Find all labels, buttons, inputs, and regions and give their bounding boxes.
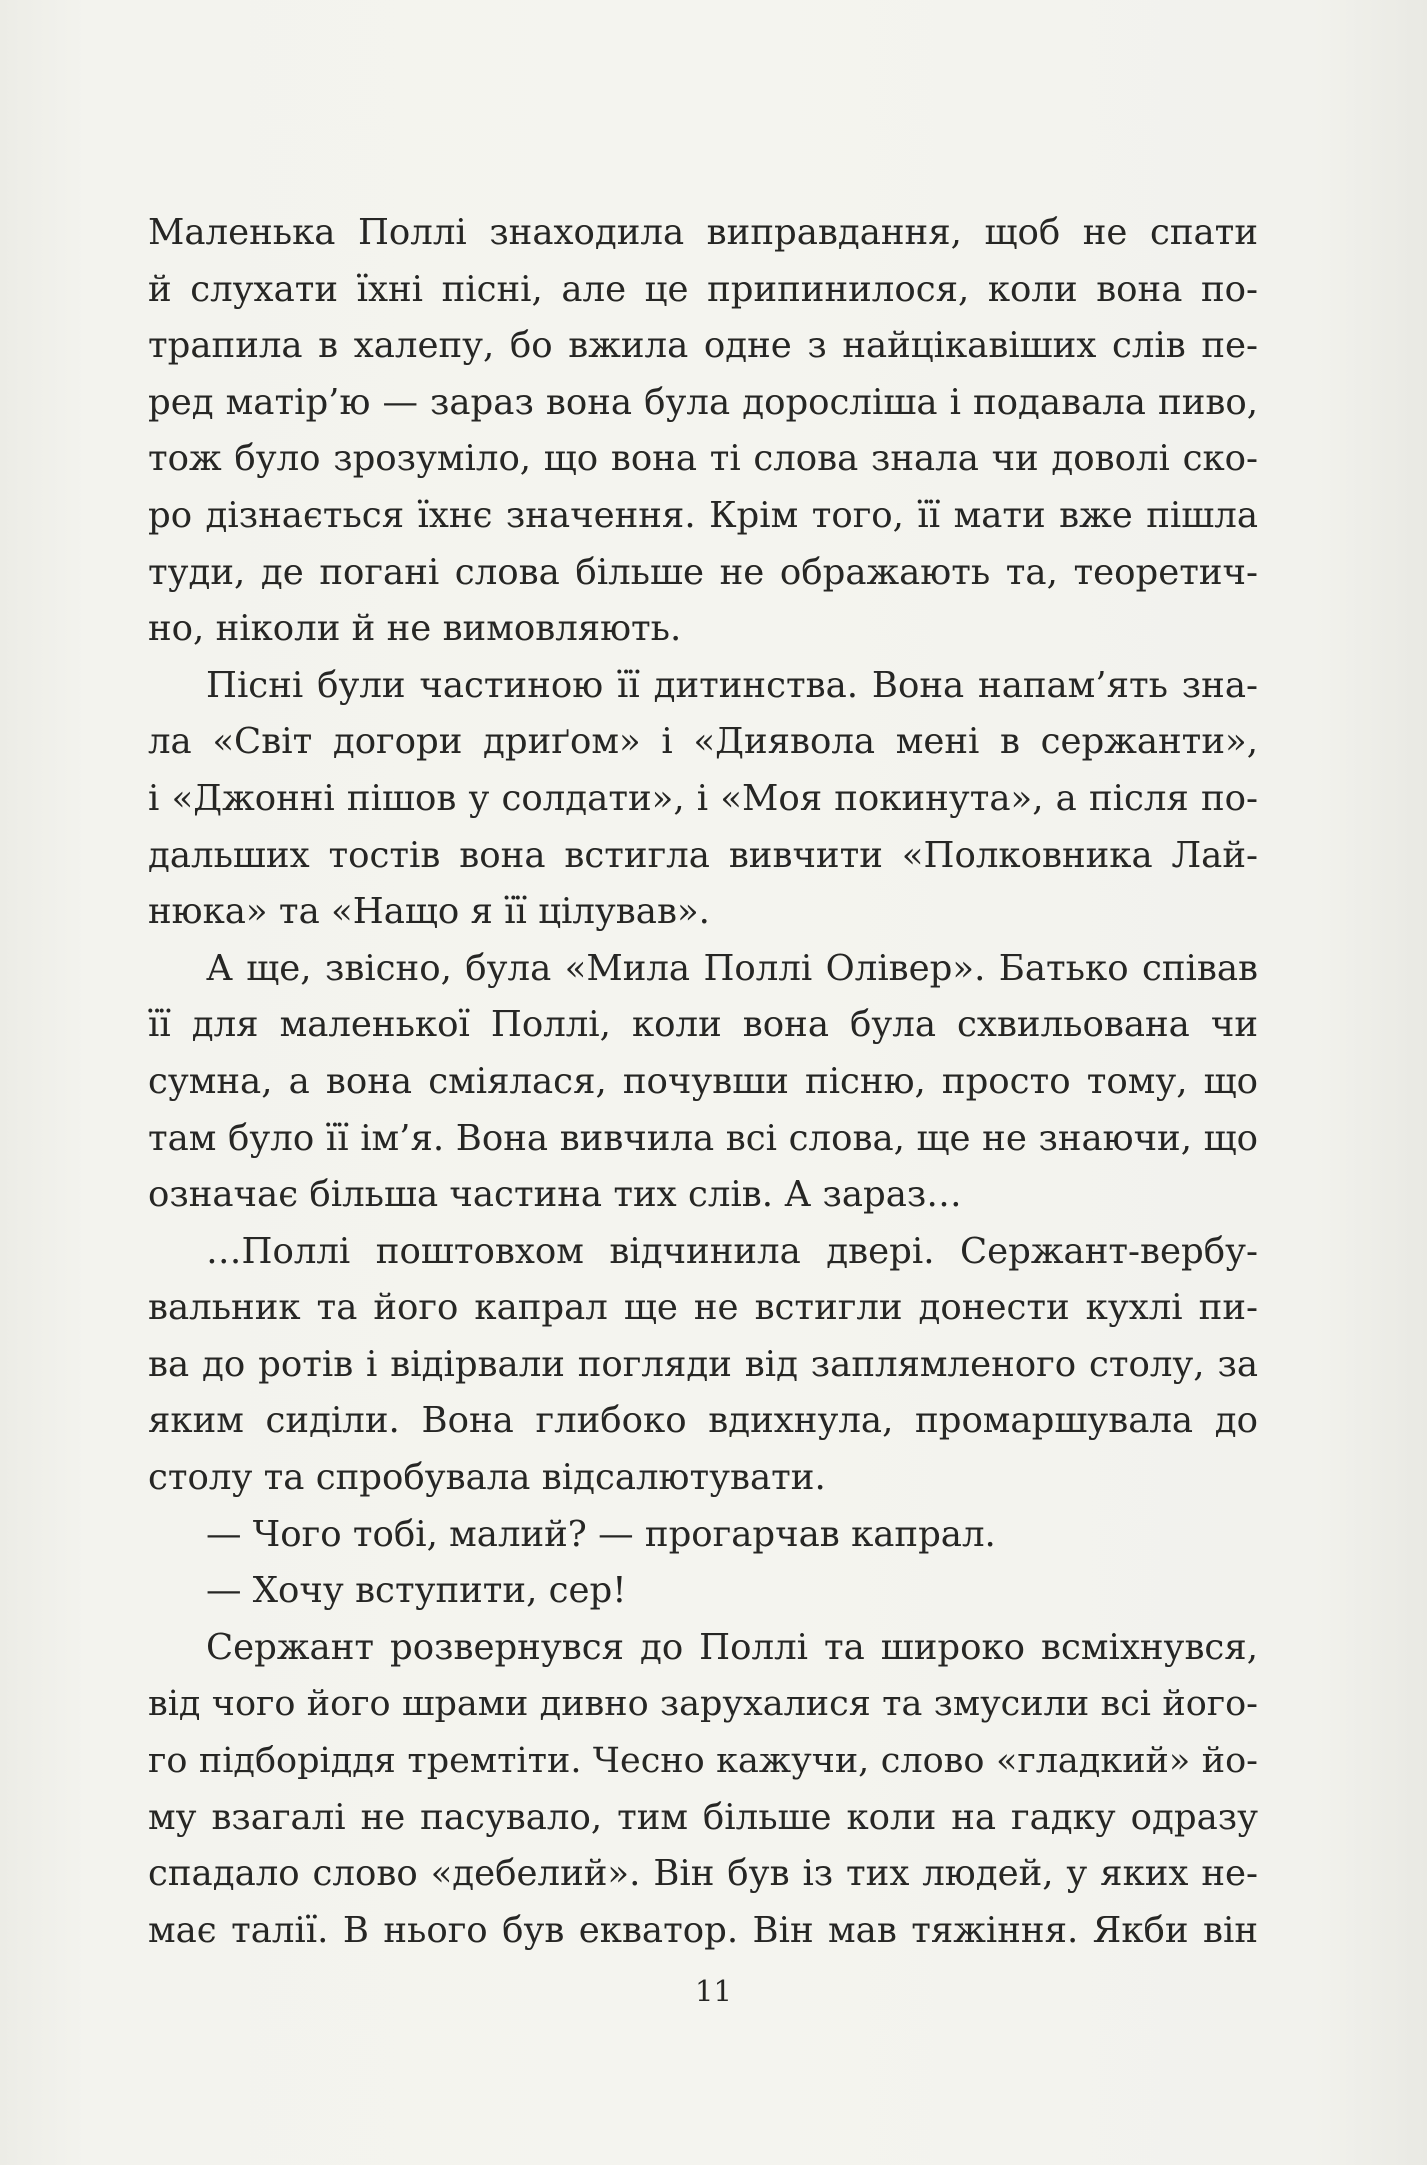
text-line: дальших тостів вона встигла вивчити «Полковника Лай- <box>148 834 1258 876</box>
text-line: — Чого тобі, малий? — прогарчав капрал. <box>206 1513 996 1555</box>
text-line: Маленька Поллі знаходила виправдання, щоб не спати <box>148 212 1258 253</box>
text-line: сумна, а вона сміялася, почувши пісню, просто тому, що <box>148 1060 1258 1102</box>
body-text <box>148 205 1258 1959</box>
text-line: А ще, звісно, була «Мила Поллі Олівер». Батько співав <box>206 947 1258 989</box>
text-line: му взагалі не пасувало, тим більше коли на гадку одразу <box>148 1796 1258 1838</box>
text-line: ред матір’ю — зараз вона була доросліша і подавала пиво, <box>148 381 1258 423</box>
text-line: там було її ім’я. Вона вивчила всі слова, ще не знаючи, що <box>148 1117 1258 1159</box>
text-line: трапила в халепу, бо вжила одне з найцікавіших слів пе- <box>148 325 1258 367</box>
text-line: …Поллі поштовхом відчинила двері. Сержант-вербу- <box>206 1230 1258 1272</box>
text-line: від чого його шрами дивно зарухалися та змусили всі його- <box>148 1684 1258 1725</box>
text-line: ро дізнається їхнє значення. Крім того, її мати вже пішла <box>148 494 1258 536</box>
text-line: го підборіддя тремтіти. Чесно кажучи, слово «гладкий» йо- <box>148 1741 1258 1782</box>
text-line: тож було зрозуміло, що вона ті слова знала чи доволі ско- <box>148 438 1258 480</box>
text-line: і «Джонні пішов у солдати», і «Моя покинута», а після по- <box>148 777 1258 819</box>
text-line: спадало слово «дебелий». Він був із тих людей, у яких не- <box>148 1853 1258 1895</box>
text-line: Пісні були частиною її дитинства. Вона напам’ять зна- <box>206 664 1258 706</box>
text-line: її для маленької Поллі, коли вона була схвильована чи <box>148 1004 1258 1046</box>
text-line: — Хочу вступити, сер! <box>206 1570 627 1612</box>
text-line: но, ніколи й не вимовляють. <box>148 608 682 650</box>
text-line: означає більша частина тих слів. А зараз… <box>148 1174 962 1216</box>
text-line: ва до ротів і відірвали погляди від заплямленого столу, за <box>148 1343 1258 1385</box>
text-line: столу та спробувала відсалютувати. <box>148 1457 826 1499</box>
text-line: нюка» та «Нащо я її цілував». <box>148 891 710 933</box>
text-line: ла «Світ догори дриґом» і «Диявола мені в сержанти», <box>148 721 1258 763</box>
text-line: Сержант розвернувся до Поллі та широко всміхнувся, <box>206 1626 1258 1668</box>
text-line: й слухати їхні пісні, але це припинилося, коли вона по- <box>148 268 1258 310</box>
text-line: яким сиділи. Вона глибоко вдихнула, промаршувала до <box>148 1400 1258 1442</box>
text-line: вальник та його капрал ще не встигли донести кухлі пи- <box>148 1287 1258 1329</box>
page-number: 11 <box>695 1974 732 2008</box>
text-line: туди, де погані слова більше не ображають та, теоретич- <box>148 551 1258 593</box>
text-line: має талії. В нього був екватор. Він мав тяжіння. Якби він <box>148 1909 1258 1951</box>
